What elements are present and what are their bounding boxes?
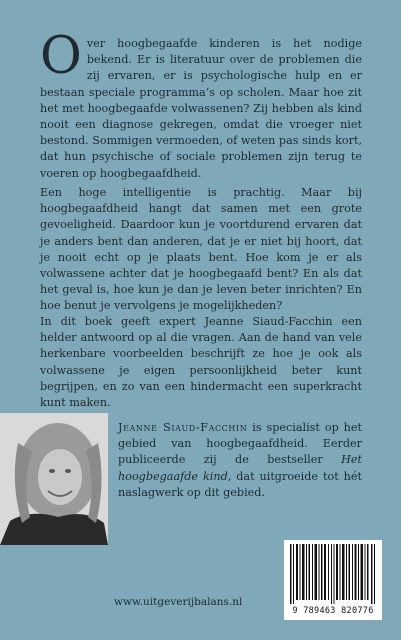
previous-book-title: Het hoogbegaafde kind (118, 453, 362, 483)
publisher-website[interactable]: www.uitgeverijbalans.nl (114, 596, 243, 608)
second-paragraph: Een hoge intelligentie is prachtig. Maar bij hoogbegaafdheid hangt dat samen met een grote gevoeligheid. Daardoor kun je voortdurend ervaren dat je anders bent dan anderen, dat je er niet bij hoort, dat je nooit echt op je plaats bent. Hoe kom je er als volwassene achter dat je hoogbegaafd bent? En als dat het geval is, hoe kun je dan je leven beter inrichten? En hoe benut je vervolgens je mogelijkheden? (40, 186, 362, 313)
third-paragraph: In dit boek geeft expert Jeanne Siaud-Facchin een helder antwoord op al die vragen. Aan de hand van vele herkenbare voorbeelden beschrijft ze hoe je ook als volwassene je eigen persoonlijkheid beter kunt begrijpen, en zo van een hindermacht een superkracht kunt maken. (40, 315, 362, 410)
author-name: Jeanne Siaud-Facchin (118, 421, 248, 434)
isbn-barcode (284, 540, 382, 620)
intro-paragraph (40, 27, 362, 182)
author-bio-text-end: , dat uitgroeide tot hét naslagwerk op dit gebied. (118, 469, 362, 499)
author-bio-text: is specialist op het gebied van hoogbegaafdheid. Eerder publiceerde zij de bestseller (118, 421, 362, 467)
isbn-number: 9 789463 820776 (292, 606, 374, 616)
drop-cap: O (40, 27, 82, 86)
intro-paragraph-text: ver hoogbegaafde kinderen is het nodige bekend. Er is literatuur over de problemen die zij ervaren, er is psychologische hulp en er bestaan speciale programma’s op scholen. Maar hoe zit het met hoogbegaafde volwassenen? Zij hebben als kind nooit een diagnose gekregen, omdat die vroeger niet bestond. Sommigen vermoeden, of weten pas sinds kort, dat hun psychische of sociale problemen zijn terug te voeren op hoogbegaafdheid. (40, 37, 362, 180)
author-photo (0, 413, 108, 545)
author-bio (118, 420, 362, 501)
barcode-bars (284, 540, 382, 604)
